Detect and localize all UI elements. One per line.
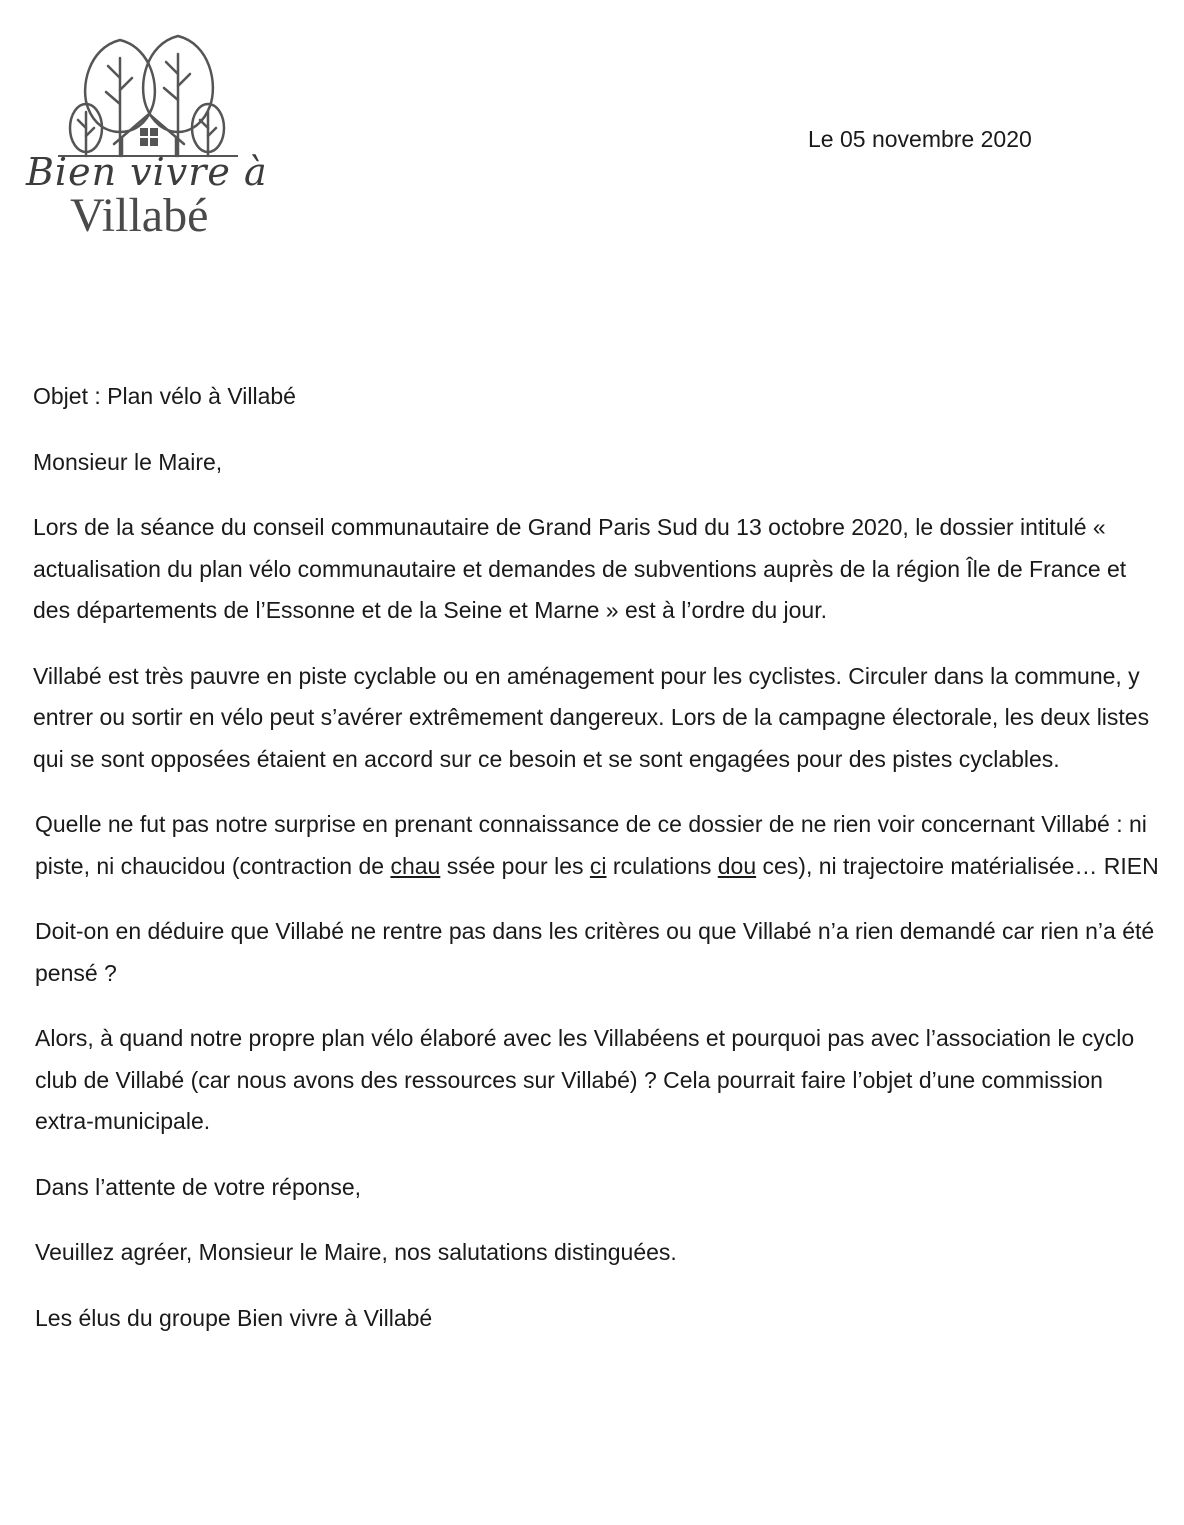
paragraph-cycling-situation: Villabé est très pauvre en piste cyclable ou en aménagement pour les cyclistes. Circuler dans la commune, y entrer ou sortir en vélo peut s’avérer extrêmement dangereux. Lors de la campagne électorale, les deux listes qui se sont opposées étaient en accord sur ce besoin et se sont engagées pour des pistes cyclables. [33,662,1150,772]
letter-subject: Objet : Plan vélo à Villabé [33,383,296,409]
paragraph-surprise-part4: ces), ni trajectoire matérialisée… RIEN [756,852,1159,879]
underlined-ci: ci [589,852,607,879]
trees-house-icon [18,28,278,158]
letter-salutation: Monsieur le Maire, [33,448,223,475]
underlined-chau: chau [390,852,441,879]
paragraph-surprise [33,804,1163,887]
paragraph-closing: Veuillez agréer, Monsieur le Maire, nos salutations distinguées. [35,1239,677,1265]
logo-name-text: Villabé [70,189,209,242]
paragraph-surprise-part2: ssée pour les [440,852,590,879]
paragraph-surprise-part1: Quelle ne fut pas notre surprise en prenant connaissance de ce dossier de ne rien voir concernant Villabé : ni piste, ni chaucidou (contraction de [35,811,1147,879]
paragraph-council-session: Lors de la séance du conseil communautaire de Grand Paris Sud du 13 octobre 2020, le dossier intitulé « actualisation du plan vélo communautaire et demandes de subventions auprès de la région Île de France et des départements de l’Essonne et de la Seine et Marne » est à l’ordre du jour. [33,514,1127,623]
paragraph-proposal: Alors, à quand notre propre plan vélo élaboré avec les Villabéens et pourquoi pas avec l’association le cyclo club de Villabé (car nous avons des ressources sur Villabé) ? Cela pourrait faire l’objet d’une commission extra-municipale. [35,1025,1135,1134]
letter-date: Le 05 novembre 2020 [808,126,1032,152]
letter-body [33,376,1163,1363]
paragraph-question: Doit-on en déduire que Villabé ne rentre pas dans les critères ou que Villabé n’a rien demandé car rien n’a été pensé ? [35,918,1155,986]
letter-signature: Les élus du groupe Bien vivre à Villabé [35,1304,433,1331]
logo-script-text: Bien vivre à [26,150,268,194]
paragraph-surprise-part3: rculations [606,852,718,879]
paragraph-awaiting: Dans l’attente de votre réponse, [35,1173,362,1200]
underlined-dou: dou [717,852,757,879]
logo [18,28,278,242]
